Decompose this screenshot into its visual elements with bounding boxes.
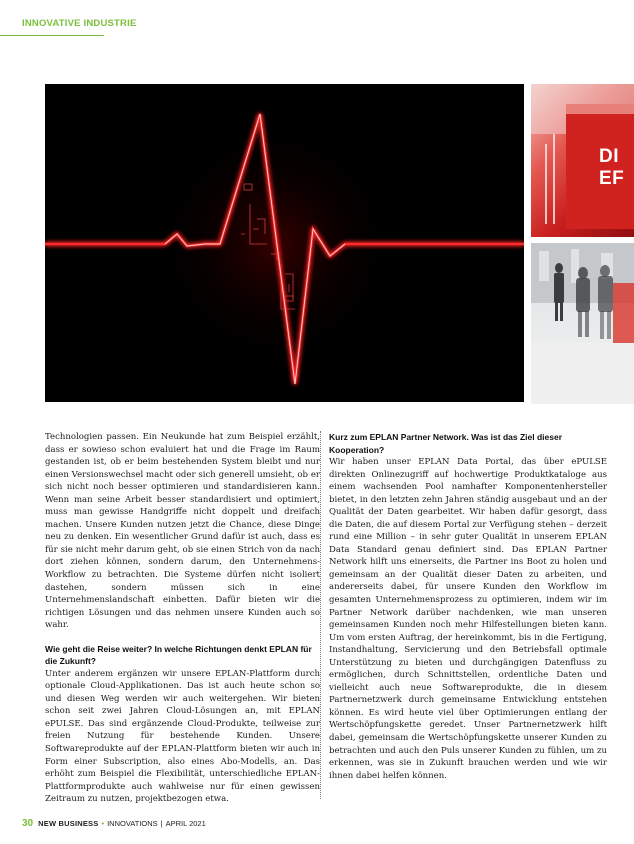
footer-divider: |: [160, 819, 163, 828]
heartbeat-graphic: [45, 84, 524, 402]
paragraph: Unter anderem ergänzen wir unsere EPLAN-Plattform durch optionale Cloud-Applikationen. Das ist auch heute schon so und diesen Weg werden wir auch weitergehen. Wir bieten schon seit zwei Jahren Cloud-Lösungen an, mit EPLAN ePULSE. Das sind ergänzende Cloud-Produkte, teilweise zur freien Nutzung für bestehende Kunden. Unsere Softwareprodukte auf der EPLAN-Plattform bieten wir auch in Form einer Subscription, also eines Abo-Modells, an. Das erhöht zum Beispiel die Flexibilität, unterschiedliche EPLAN-Plattformprodukte auch wahlweise nur für einen gewissen Zeitraum zu nutzen, projektbezogen etwa.: [45, 668, 320, 805]
issue-date: APRIL 2021: [165, 819, 206, 828]
footer-section: INNOVATIONS: [107, 819, 158, 828]
side-image-lettering: DI EF: [599, 146, 625, 189]
page-footer: [22, 818, 206, 829]
magazine-name: NEW BUSINESS: [38, 819, 99, 828]
side-image-trade-fair-visitors: [531, 243, 634, 404]
section-rule: [0, 35, 104, 36]
article-column-left: [45, 431, 320, 806]
footer-bullet: •: [101, 819, 105, 828]
side-image-red-building: [531, 84, 634, 237]
interview-question: Wie geht die Reise weiter? In welche Richtungen denkt EPLAN für die Zukunft?: [45, 643, 312, 667]
interview-question: Kurz zum EPLAN Partner Network. Was ist das Ziel dieser Kooperation?: [329, 432, 563, 455]
column-divider: [320, 431, 321, 799]
paragraph: Technologien passen. Ein Neukunde hat zum Beispiel erzählt, dass er sowieso schon evaluiert hat und die Frage im Raum gestanden ist, ob er beim bestehenden System bleibt und nur einen Versionswechsel macht oder sich generell umsieht, ob er sich nicht noch besser optimieren und standardisieren kann. Wenn man seine Arbeit besser standardisiert und optimiert, muss man gewisse Handgriffe nicht doppelt und dreifach machen. Unsere Kunden nutzen jetzt die Chance, diese Dinge neu zu denken. Ein wesentlicher Grund dafür ist auch, dass es für sie nicht mehr darum geht, ob sie einen Strich von da nach dort ziehen können, sondern darum, den Unternehmens-Workflow zu betrachten. Die Systeme dürfen nicht isoliert dastehen, sondern müssen sich in eine Unternehmenslandschaft einbetten. Dafür bieten wir die richtigen Lösungen und das nehmen unsere Kunden auch so wahr.: [45, 432, 320, 631]
page-number: 30: [22, 818, 34, 829]
hero-image-heartbeat: [45, 84, 524, 402]
paragraph: Wir haben unser EPLAN Data Portal, das über ePULSE direkten Onlinezugriff auf hochwertige Produktkataloge aus einem wachsenden Pool namhafter Komponentenhersteller bietet, in den letzten zehn Jahren ständig ausgebaut und an der Qualität der Daten gearbeitet. Wir haben dafür gesorgt, dass die Daten, die auf diesem Portal zur Verfügung stehen – derzeit rund eine Million – in sehr guter Qualität in unserem EPLAN Data Standard genau definiert sind. Das EPLAN Partner Network hilft uns einerseits, die Partner ins Boot zu holen und gemeinsam an der Qualität dieser Daten zu arbeiten, und andererseits dabei, für unsere Kunden den Workflow im gesamten Unternehmensprozess zu optimieren, indem wir im Partner Network darüber nachdenken, wie man unseren gemeinsamen Kunden noch mehr Hilfestellungen bieten kann. Um vom ersten Auftrag, der hereinkommt, bis in die Fertigung, Instandhaltung, Servicierung und den Betriebsfall optimale Unterstützung zu bieten und durchgängigen Datenfluss zu ermöglichen, durch Schnittstellen, ordentliche Daten und vielleicht auch neue Softwareprodukte, die in diesem Partnernetzwerk durch gemeinsame Entwicklung entstehen können. Es wird heute viel über Optimierungen entlang der Wertschöpfungskette geredet. Unser Partnernetzwerk hilft dabei, gemeinsam die Wertschöpfungskette unserer Kunden zu betrachten und auch den Puls unserer Kunden zu fühlen, um zu erkennen, was sie in Zukunft brauchen werden und wie wir ihnen dabei helfen können.: [329, 457, 607, 781]
article-column-right: [329, 431, 607, 782]
section-label: INNOVATIVE INDUSTRIE: [22, 18, 137, 29]
